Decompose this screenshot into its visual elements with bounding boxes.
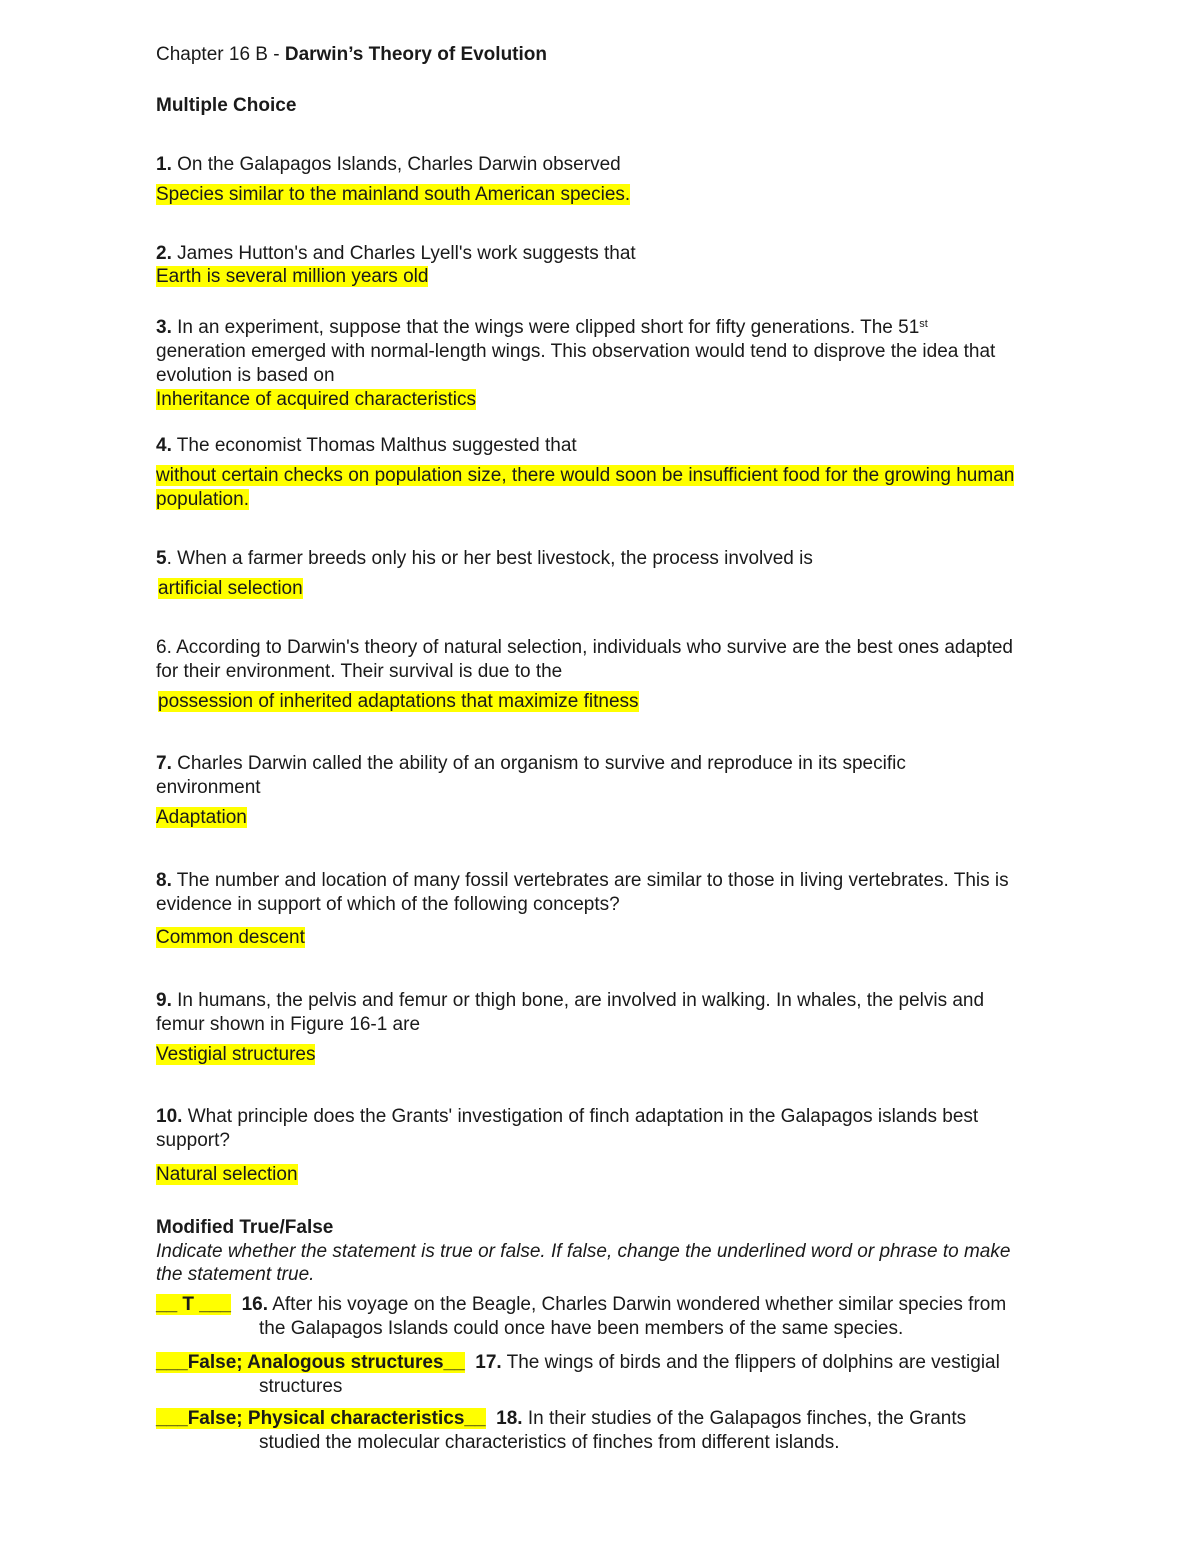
question-6-line-2: for their environment. Their survival is due to the [156,661,563,682]
question-text: . When a farmer breeds only his or her best livestock, the process involved is [166,548,813,569]
question-text: What principle does the Grants' investigation of finch adaptation in the Galapagos islands best [182,1106,979,1127]
answer-9 [156,1043,315,1067]
answer-4-line-1 [156,464,1014,488]
answer-key: __ T ___ [156,1294,231,1315]
answer-text: Inheritance of acquired characteristics [156,389,476,410]
question-7 [156,752,906,776]
answer-1 [156,183,630,207]
answer-text: possession of inherited adaptations that maximize fitness [158,691,639,712]
question-18 [156,1407,966,1431]
answer-text: Adaptation [156,807,247,828]
instructions-line-2: the statement true. [156,1264,315,1285]
question-5 [156,547,813,571]
question-16-line-2: the Galapagos Islands could once have been members of the same species. [259,1318,904,1339]
question-text: The wings of birds and the flippers of dolphins are vestigial [501,1352,1000,1373]
answer-4-line-2 [156,488,249,512]
answer-text: population. [156,489,249,510]
question-2 [156,242,636,266]
answer-10 [156,1163,298,1187]
question-number: 4. [156,435,172,456]
question-text: In an experiment, suppose that the wings were clipped short for fifty generations. The 51 [171,317,920,338]
instructions-line-1: Indicate whether the statement is true or false. If false, change the underlined word or phrase to make [156,1241,1011,1262]
question-8-line-2: evidence in support of which of the following concepts? [156,894,620,915]
question-10 [156,1105,978,1129]
question-number: 17. [475,1352,502,1373]
superscript: st [919,318,928,330]
question-number: 8. [156,870,172,891]
question-text: In humans, the pelvis and femur or thigh bone, are involved in walking. In whales, the pelvis and [171,990,985,1011]
question-number: 10. [156,1106,183,1127]
question-9-line-2: femur shown in Figure 16-1 are [156,1014,421,1035]
answer-text: artificial selection [158,578,303,599]
answer-text: Vestigial structures [156,1044,316,1065]
answer-text: Species similar to the mainland south American species. [156,184,631,205]
question-17 [156,1351,1000,1375]
answer-key: ___False; Physical characteristics__ [156,1408,486,1429]
answer-key: ___False; Analogous structures__ [156,1352,465,1373]
chapter-label: Chapter 16 B - [156,44,285,65]
answer-text: Common descent [156,927,305,948]
question-number: 2. [156,243,172,264]
answer-2 [156,265,428,289]
question-number: 9. [156,990,172,1011]
section-heading-true-false: Modified True/False [156,1217,334,1238]
question-number: 3. [156,317,172,338]
question-text: Charles Darwin called the ability of an organism to survive and reproduce in its specific [171,753,906,774]
answer-6 [158,690,639,714]
question-9 [156,989,984,1013]
question-1 [156,153,621,177]
question-7-line-2: environment [156,777,261,798]
question-text: In their studies of the Galapagos finches, the Grants [522,1408,967,1429]
answer-text: Natural selection [156,1164,298,1185]
question-8 [156,869,1009,893]
question-6: 6. According to Darwin's theory of natural selection, individuals who survive are the best ones adapted [156,637,1014,658]
question-3 [156,316,928,340]
question-4 [156,434,577,458]
answer-8 [156,926,305,950]
answer-3 [156,388,476,412]
question-number: 1. [156,154,172,175]
question-17-line-2: structures [259,1376,343,1397]
question-number: 18. [496,1408,523,1429]
section-heading-multiple-choice: Multiple Choice [156,95,297,116]
question-number: 5 [156,548,167,569]
question-18-line-2: studied the molecular characteristics of finches from different islands. [259,1432,840,1453]
question-text: On the Galapagos Islands, Charles Darwin observed [171,154,621,175]
question-text: The economist Thomas Malthus suggested that [171,435,577,456]
answer-7 [156,806,247,830]
question-number: 16. [241,1294,268,1315]
question-text: James Hutton's and Charles Lyell's work suggests that [171,243,636,264]
answer-text: Earth is several million years old [156,266,429,287]
answer-text: without certain checks on population size, there would soon be insufficient food for the growing human [156,465,1015,486]
question-16 [156,1293,1006,1317]
question-text: The number and location of many fossil vertebrates are similar to those in living vertebrates. This is [171,870,1009,891]
question-text: After his voyage on the Beagle, Charles Darwin wondered whether similar species from [267,1294,1007,1315]
chapter-title: Darwin’s Theory of Evolution [284,44,547,65]
question-3-line-3: evolution is based on [156,365,335,386]
answer-5 [158,577,303,601]
question-number: 7. [156,753,172,774]
question-3-line-2: generation emerged with normal-length wings. This observation would tend to disprove the idea that [156,341,996,362]
question-10-line-2: support? [156,1130,230,1151]
page-title [156,43,547,67]
